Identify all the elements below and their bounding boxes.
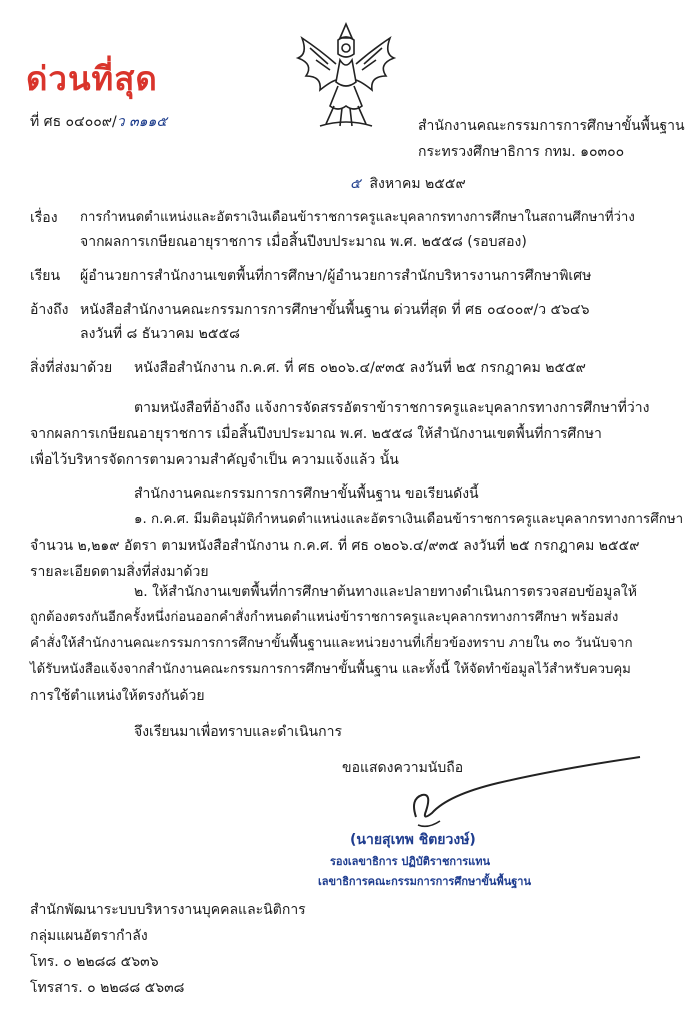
agency-name: สำนักงานคณะกรรมการการศึกษาขั้นพื้นฐาน xyxy=(418,118,685,134)
document-number xyxy=(30,112,167,132)
subject-label: เรื่อง xyxy=(30,210,58,226)
item2-line-1: ๒. ให้สำนักงานเขตพื้นที่การศึกษาต้นทางและปลายทางดำเนินการตรวจสอบข้อมูลให้ xyxy=(134,584,637,600)
to-label: เรียน xyxy=(30,268,61,284)
reference-line-2: ลงวันที่ ๘ ธันวาคม ๒๕๕๘ xyxy=(80,326,240,342)
handwritten-signature xyxy=(388,755,648,835)
item2-line-5: การใช้ตำแหน่งให้ตรงกันด้วย xyxy=(30,688,205,704)
to-recipient: ผู้อำนวยการสำนักงานเขตพื้นที่การศึกษา/ผู้อำนวยการสำนักบริหารงานการศึกษาพิเศษ xyxy=(80,268,592,284)
para2-intro: สำนักงานคณะกรรมการการศึกษาขั้นพื้นฐาน ขอเรียนดังนี้ xyxy=(134,486,479,502)
signer-name: (นายสุเทพ ชิตยวงษ์) xyxy=(350,832,476,848)
item2-line-2: ถูกต้องตรงกันอีกครั้งหนึ่งก่อนออกคำสั่งกำหนดตำแหน่งข้าราชการครูและบุคลากรทางการศึกษา พร้อมส่ง xyxy=(30,610,619,625)
item1-line-3: รายละเอียดตามสิ่งที่ส่งมาด้วย xyxy=(30,564,209,580)
item1-line-2: จำนวน ๒,๒๑๙ อัตรา ตามหนังสือสำนักงาน ก.ค.ศ. ที่ ศธ ๐๒๐๖.๔/๙๓๕ ลงวันที่ ๒๕ กรกฎาคม ๒๕๕๙ xyxy=(30,538,640,554)
closing-respect: ขอแสดงความนับถือ xyxy=(342,760,464,776)
date-month-year: สิงหาคม ๒๕๕๙ xyxy=(369,176,466,192)
enclosure-label: สิ่งที่ส่งมาด้วย xyxy=(30,360,113,376)
para1-line-1: ตามหนังสือที่อ้างถึง แจ้งการจัดสรรอัตราข้าราชการครูและบุคลากรทางการศึกษาที่ว่าง xyxy=(134,400,650,416)
signer-title-2: เลขาธิการคณะกรรมการการศึกษาขั้นพื้นฐาน xyxy=(318,875,531,888)
office-phone: โทร. ๐ ๒๒๘๘ ๕๖๓๖ xyxy=(30,954,159,970)
signer-title-1: รองเลขาธิการ ปฏิบัติราชการแทน xyxy=(330,855,491,868)
document-date xyxy=(350,174,466,194)
subject-line-1: การกำหนดตำแหน่งและอัตราเงินเดือนข้าราชการครูและบุคลากรทางการศึกษาในสถานศึกษาที่ว่าง xyxy=(80,210,635,225)
doc-number-handwritten: ว ๓๑๑๕ xyxy=(116,114,168,130)
urgent-label: ด่วนที่สุด xyxy=(26,59,158,98)
para1-line-3: เพื่อไว้บริหารจัดการตามความสำคัญจำเป็น ความแจ้งแล้ว นั้น xyxy=(30,452,399,468)
agency-address: กระทรวงศึกษาธิการ กทม. ๑๐๓๐๐ xyxy=(418,144,625,160)
garuda-emblem xyxy=(290,20,402,135)
office-name: สำนักพัฒนาระบบบริหารงานบุคคลและนิติการ xyxy=(30,902,306,918)
reference-label: อ้างถึง xyxy=(30,302,69,318)
enclosure-text: หนังสือสำนักงาน ก.ค.ศ. ที่ ศธ ๐๒๐๖.๔/๙๓๕ ลงวันที่ ๒๕ กรกฎาคม ๒๕๕๙ xyxy=(134,360,586,376)
para1-line-2: จากผลการเกษียณอายุราชการ เมื่อสิ้นปีงบประมาณ พ.ศ. ๒๕๕๘ ให้สำนักงานเขตพื้นที่การศึกษา xyxy=(30,426,602,442)
item2-line-3: คำสั่งให้สำนักงานคณะกรรมการการศึกษาขั้นพื้นฐานและหน่วยงานที่เกี่ยวข้องทราบ ภายใน ๓๐ วันนับจาก xyxy=(30,636,633,651)
reference-line-1: หนังสือสำนักงานคณะกรรมการการศึกษาขั้นพื้นฐาน ด่วนที่สุด ที่ ศธ ๐๔๐๐๙/ว ๕๖๔๖ xyxy=(80,302,590,318)
item1-line-1: ๑. ก.ค.ศ. มีมติอนุมัติกำหนดตำแหน่งและอัตราเงินเดือนข้าราชการครูและบุคลากรทางการศึกษา xyxy=(134,512,684,527)
office-group: กลุ่มแผนอัตรากำลัง xyxy=(30,928,148,944)
item2-line-4: ได้รับหนังสือแจ้งจากสำนักงานคณะกรรมการการศึกษาขั้นพื้นฐาน และทั้งนี้ ให้จัดทำข้อมูลไว้สำหรับควบคุม xyxy=(30,662,631,677)
closing-request: จึงเรียนมาเพื่อทราบและดำเนินการ xyxy=(134,724,342,740)
subject-line-2: จากผลการเกษียณอายุราชการ เมื่อสิ้นปีงบประมาณ พ.ศ. ๒๕๕๘ (รอบสอง) xyxy=(80,234,527,250)
office-fax: โทรสาร. ๐ ๒๒๘๘ ๕๖๓๘ xyxy=(30,980,185,996)
date-day-handwritten: ๕ xyxy=(350,176,361,192)
doc-number-prefix: ที่ ศธ ๐๔๐๐๙/ xyxy=(30,114,117,130)
